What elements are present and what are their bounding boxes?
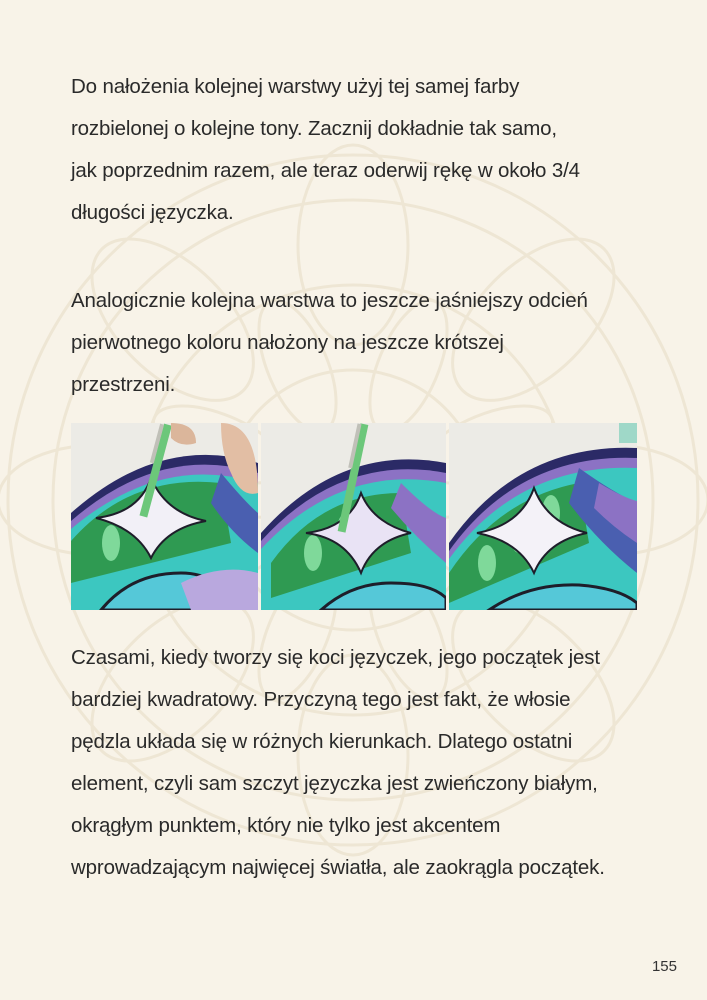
text-line: Analogicznie kolejna warstwa to jeszcze jaśniejszy odcień xyxy=(71,289,588,312)
text-line: wprowadzającym najwięcej światła, ale zaokrągla początek. xyxy=(71,856,605,879)
text-line: pędzla układa się w różnych kierunkach. Dlatego ostatni xyxy=(71,730,573,753)
text-line: Do nałożenia kolejnej warstwy użyj tej samej farby xyxy=(71,75,520,98)
painting-photo-strip xyxy=(71,423,637,610)
painting-photo-2 xyxy=(261,423,446,610)
text-line: Czasami, kiedy tworzy się koci języczek, jego początek jest xyxy=(71,646,600,669)
painting-photo-3 xyxy=(449,423,637,610)
text-line: okrągłym punktem, który nie tylko jest akcentem xyxy=(71,814,501,837)
text-line: pierwotnego koloru nałożony na jeszcze krótszej xyxy=(71,331,504,354)
paragraph-lighter-layer xyxy=(71,280,651,406)
paragraph-next-layer xyxy=(71,66,651,234)
page-number: 155 xyxy=(651,958,677,975)
painting-photo-1 xyxy=(71,423,258,610)
paragraph-cat-tongue xyxy=(71,637,651,889)
text-line: długości języczka. xyxy=(71,201,234,224)
text-line: element, czyli sam szczyt języczka jest zwieńczony białym, xyxy=(71,772,598,795)
text-line: rozbielonej o kolejne tony. Zacznij dokładnie tak samo, xyxy=(71,117,557,140)
text-line: jak poprzednim razem, ale teraz oderwij rękę w około 3/4 xyxy=(71,159,580,182)
text-line: przestrzeni. xyxy=(71,373,176,396)
text-line: bardziej kwadratowy. Przyczyną tego jest fakt, że włosie xyxy=(71,688,571,711)
